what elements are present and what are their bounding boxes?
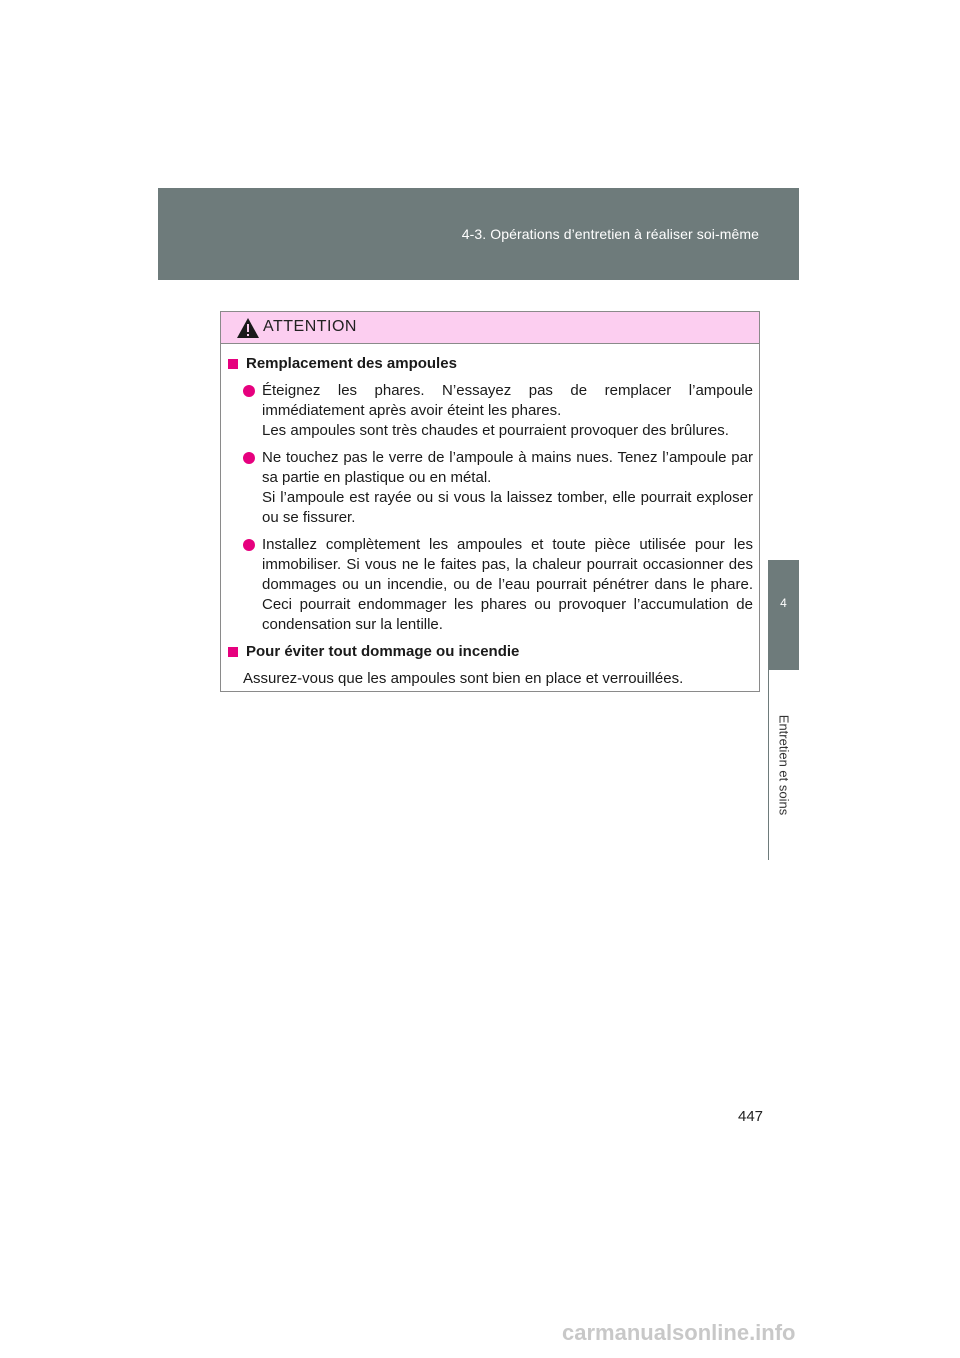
round-bullet-icon (243, 452, 255, 464)
section-heading-bulbs: Remplacement des ampoules (227, 354, 753, 374)
chapter-number: 4 (780, 596, 787, 610)
warning-header (221, 312, 759, 344)
warning-label: ATTENTION (263, 318, 357, 335)
list-item: Installez complètement les ampoules et toute pièce utilisée pour les immobiliser. Si vous ne le faites pas, la chaleur pourrait occasionner des dommages ou un incendie, ou de l’eau pourrait pénétrer dans le phare. Ceci pourrait endommager les phares ou provoquer l’accumulation de condensation sur la lentille. (227, 535, 753, 635)
list-item: Éteignez les phares. N’essayez pas de remplacer l’ampoule immédiatement après avoir éteint les phares. Les ampoules sont très chaudes et pourraient provoquer des brûlures. (227, 381, 753, 441)
warning-body (221, 344, 759, 689)
chapter-label: Entretien et soins (776, 714, 792, 816)
square-bullet-icon (228, 647, 238, 657)
warning-paragraph: Assurez-vous que les ampoules sont bien en place et verrouillées. (243, 670, 684, 687)
list-item: Ne touchez pas le verre de l’ampoule à mains nues. Tenez l’ampoule par sa partie en plastique ou en métal. Si l’ampoule est rayée ou si vous la laissez tomber, elle pourrait exploser ou se fissurer. (227, 448, 753, 528)
round-bullet-icon (243, 539, 255, 551)
chapter-tab-label-box (768, 670, 799, 860)
section-heading-fire: Pour éviter tout dommage ou incendie (227, 642, 753, 662)
watermark: carmanualsonline.info (562, 1320, 796, 1345)
warning-box (220, 311, 760, 692)
warning-triangle-icon (236, 317, 260, 339)
chapter-tab-number (768, 560, 799, 670)
section-title: 4-3. Opérations d’entretien à réaliser soi-même (461, 226, 759, 242)
square-bullet-icon (228, 359, 238, 369)
round-bullet-icon (243, 385, 255, 397)
page-number: 447 (738, 1108, 764, 1125)
section-header-band (158, 188, 799, 280)
